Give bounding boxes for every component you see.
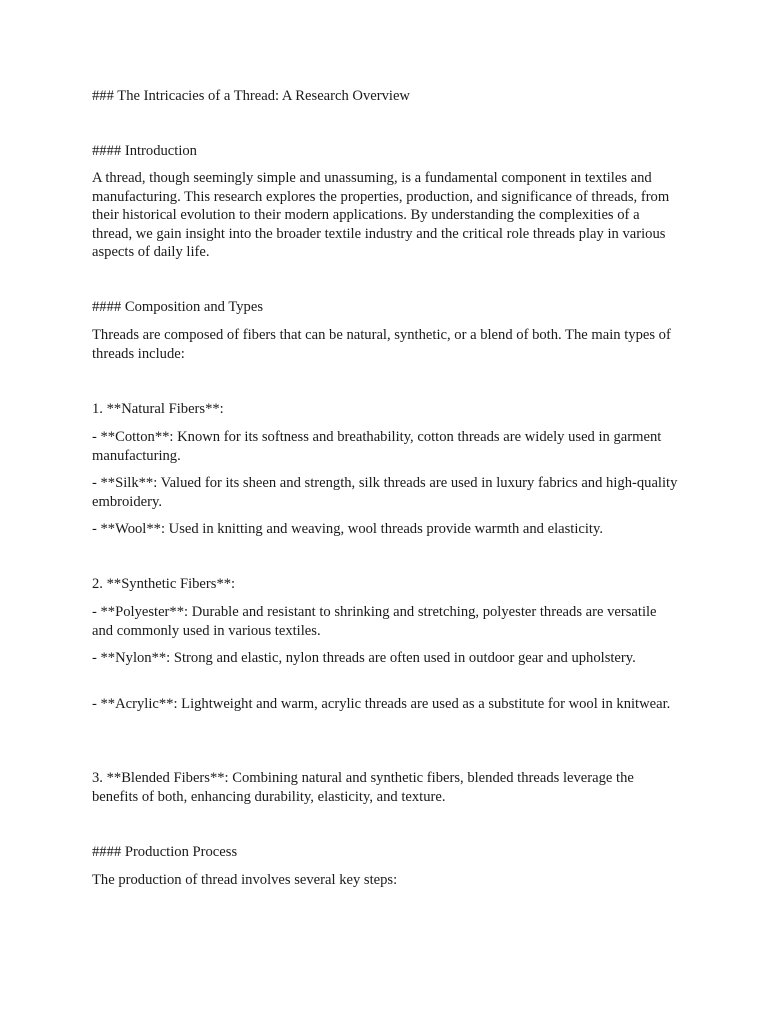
list-item-acrylic: - **Acrylic**: Lightweight and warm, acrylic threads are used as a substitute for wool in knitwear.	[92, 696, 671, 712]
composition-heading: #### Composition and Types	[92, 299, 263, 315]
list-item-silk: - **Silk**: Valued for its sheen and strength, silk threads are used in luxury fabrics and high-quality embroidery.	[92, 475, 678, 510]
production-paragraph: The production of thread involves several key steps:	[92, 872, 398, 888]
introduction-heading: #### Introduction	[92, 143, 197, 159]
list-item-polyester: - **Polyester**: Durable and resistant to shrinking and stretching, polyester threads are versatile and commonly used in various textiles.	[92, 604, 657, 639]
natural-fibers-heading: 1. **Natural Fibers**:	[92, 401, 224, 417]
document-title: ### The Intricacies of a Thread: A Research Overview	[92, 88, 410, 104]
production-heading: #### Production Process	[92, 844, 238, 860]
synthetic-fibers-heading: 2. **Synthetic Fibers**:	[92, 576, 236, 592]
list-item-wool: - **Wool**: Used in knitting and weaving, wool threads provide warmth and elasticity.	[92, 521, 603, 537]
blended-fibers-paragraph: 3. **Blended Fibers**: Combining natural and synthetic fibers, blended threads leverage the benefits of both, enhancing durability, elasticity, and texture.	[92, 770, 634, 805]
list-item-cotton: - **Cotton**: Known for its softness and breathability, cotton threads are widely used in garment manufacturing.	[92, 429, 662, 464]
composition-paragraph: Threads are composed of fibers that can be natural, synthetic, or a blend of both. The main types of threads include:	[92, 327, 671, 362]
list-item-nylon: - **Nylon**: Strong and elastic, nylon threads are often used in outdoor gear and upholstery.	[92, 650, 636, 666]
introduction-paragraph: A thread, though seemingly simple and unassuming, is a fundamental component in textiles and manufacturing. This research explores the properties, production, and significance of threads, from their historical evolution to their modern applications. By understanding the complexities of a thread, we gain insight into the broader textile industry and the critical role threads play in various aspects of daily life.	[92, 170, 670, 260]
